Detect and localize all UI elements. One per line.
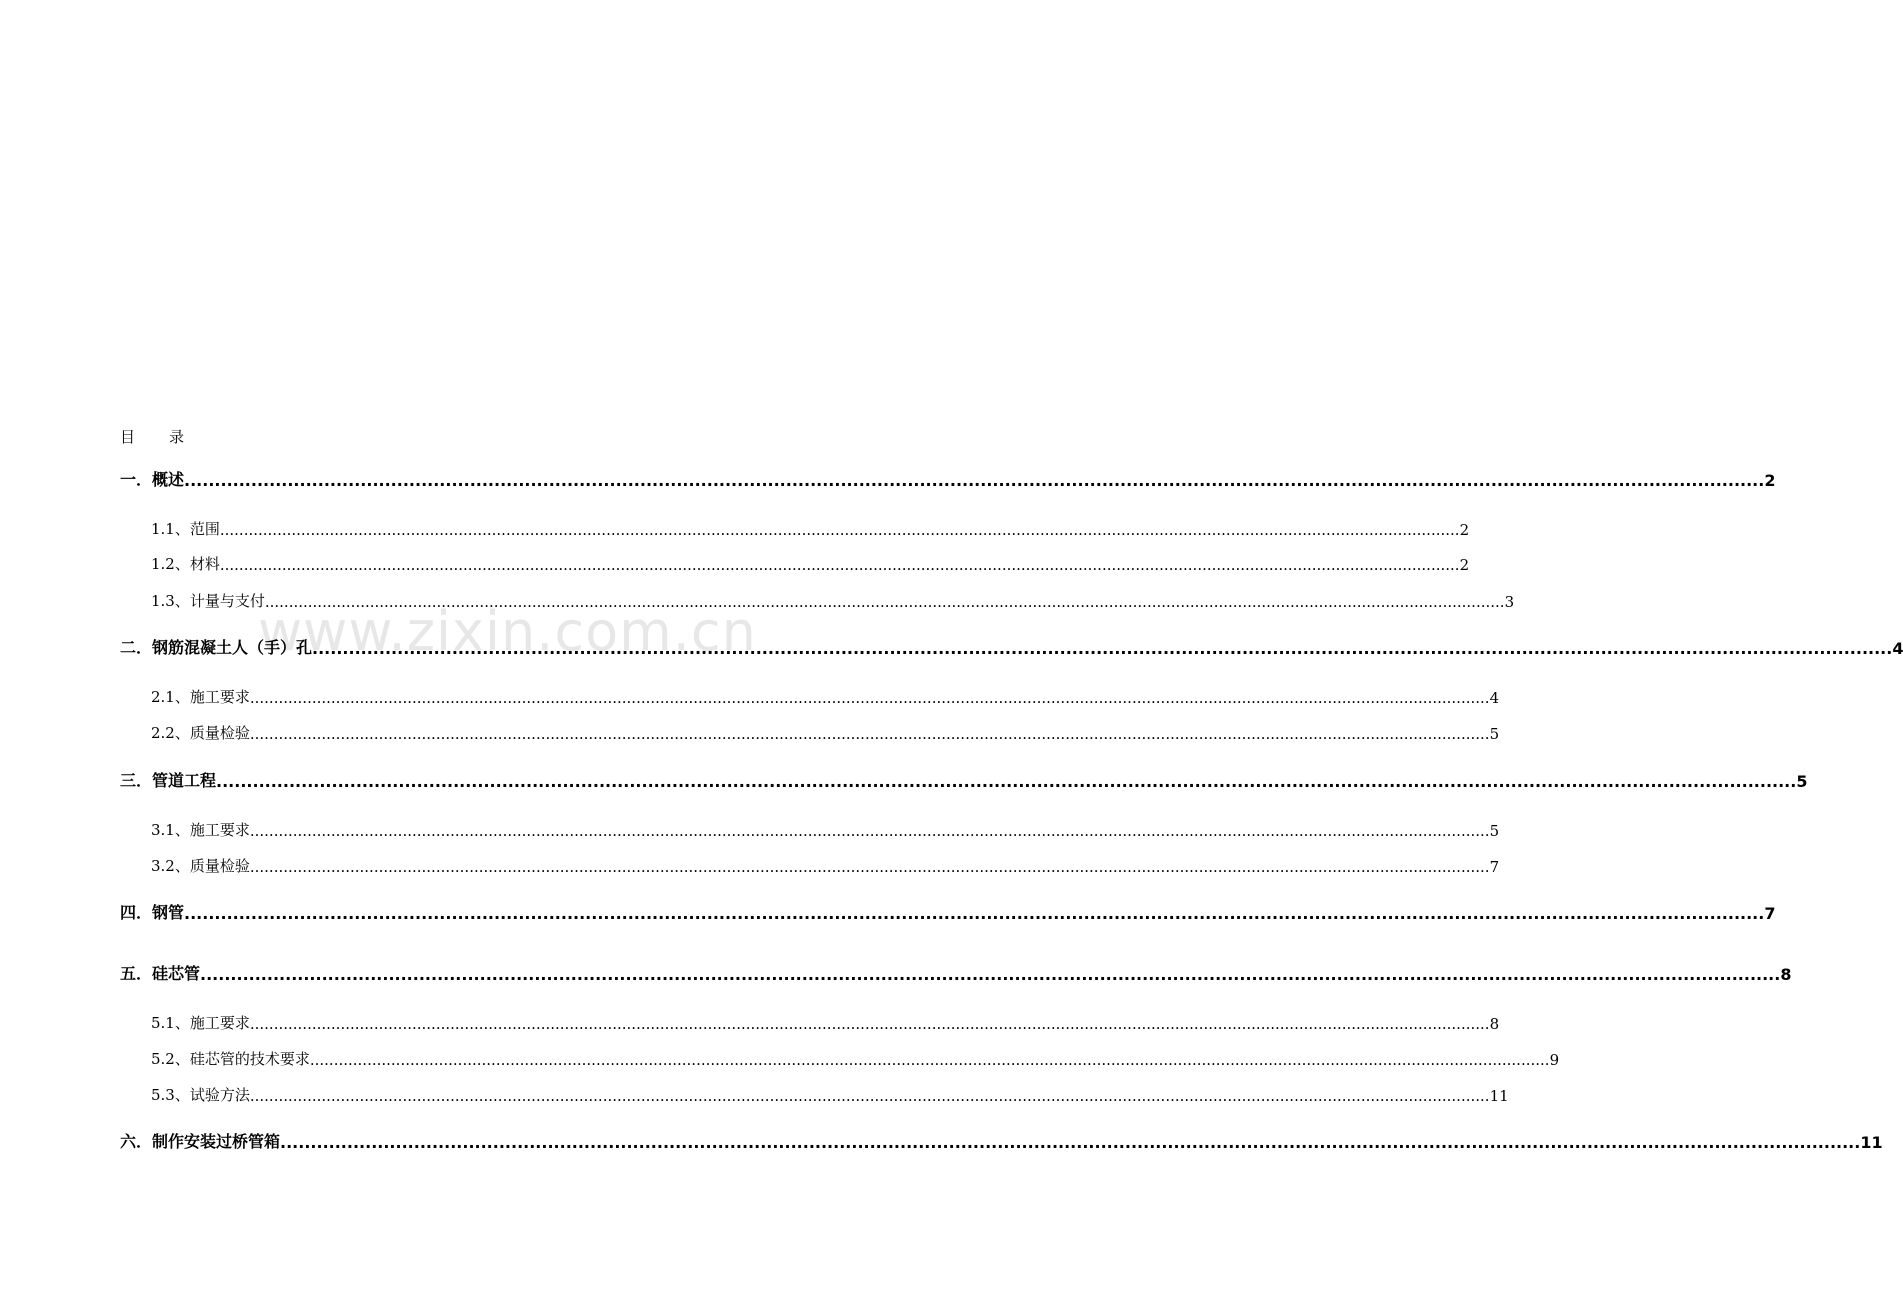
dot-leader: .................................................................................................................................................................................................................................................................... xyxy=(249,1015,1490,1033)
toc-entry-page: 5 xyxy=(1489,725,1500,743)
toc-entry-1-1[interactable] xyxy=(0,515,1470,539)
toc-heading-char-1: 目 xyxy=(120,428,136,446)
toc-entry-6[interactable] xyxy=(0,1128,1883,1152)
watermark: www.zixin.com.cn xyxy=(258,600,757,663)
toc-entry-1-2[interactable] xyxy=(0,550,1470,574)
dot-leader: .................................................................................................................................................................................................................................................................... xyxy=(219,556,1460,574)
toc-entry-1-3[interactable] xyxy=(0,587,1515,611)
dot-leader: .................................................................................................................................................................................................................................................................... xyxy=(219,521,1460,539)
toc-entry-5-1[interactable] xyxy=(0,1009,1500,1033)
toc-heading xyxy=(120,426,184,447)
toc-entry-label: 四．钢管 xyxy=(120,903,185,922)
dot-leader: .................................................................................................................................................................................................................................................................... xyxy=(249,858,1490,876)
dot-leader: .................................................................................................................................................................................................................................................................... xyxy=(312,639,1893,658)
toc-entry-5-3[interactable] xyxy=(0,1081,1509,1105)
toc-entry-page: 8 xyxy=(1489,1015,1500,1033)
toc-entry-page: 2 xyxy=(1459,521,1470,539)
toc-entry-page: 2 xyxy=(1764,471,1776,490)
toc-entry-label: 六．制作安装过桥管箱 xyxy=(120,1132,281,1151)
toc-entry-page: 7 xyxy=(1764,904,1776,923)
dot-leader: .................................................................................................................................................................................................................................................................... xyxy=(280,1133,1861,1152)
toc-entry-1[interactable] xyxy=(0,466,1776,490)
toc-entry-page: 2 xyxy=(1459,556,1470,574)
toc-entry-label: 五．硅芯管 xyxy=(120,964,201,983)
toc-entry-label: 1.1、范围 xyxy=(151,520,220,538)
dot-leader: .................................................................................................................................................................................................................................................................... xyxy=(249,725,1490,743)
dot-leader: .................................................................................................................................................................................................................................................................... xyxy=(264,593,1505,611)
dot-leader: .................................................................................................................................................................................................................................................................... xyxy=(184,471,1765,490)
toc-entry-page: 5 xyxy=(1489,822,1500,840)
dot-leader: .................................................................................................................................................................................................................................................................... xyxy=(200,965,1781,984)
dot-leader: .................................................................................................................................................................................................................................................................... xyxy=(216,772,1797,791)
toc-entry-2-2[interactable] xyxy=(0,719,1500,743)
toc-entry-page: 4 xyxy=(1489,689,1500,707)
toc-entry-page: 11 xyxy=(1860,1133,1883,1152)
toc-entry-label: 一．概述 xyxy=(120,470,185,489)
toc-entry-page: 4 xyxy=(1892,639,1903,658)
toc-entry-label: 2.2、质量检验 xyxy=(151,724,250,742)
toc-entry-page: 8 xyxy=(1780,965,1792,984)
toc-entry-page: 11 xyxy=(1489,1087,1509,1105)
toc-entry-3-1[interactable] xyxy=(0,816,1500,840)
toc-entry-label: 5.3、试验方法 xyxy=(151,1086,250,1104)
dot-leader: .................................................................................................................................................................................................................................................................... xyxy=(249,822,1490,840)
toc-entry-5[interactable] xyxy=(0,960,1792,984)
toc-entry-page: 9 xyxy=(1549,1051,1560,1069)
toc-entry-label: 三．管道工程 xyxy=(120,771,217,790)
toc-entry-label: 3.1、施工要求 xyxy=(151,821,250,839)
toc-entry-2-1[interactable] xyxy=(0,683,1500,707)
toc-entry-page: 5 xyxy=(1796,772,1808,791)
toc-entry-label: 1.3、计量与支付 xyxy=(151,592,265,610)
toc-entry-label: 二．钢筋混凝土人（手）孔 xyxy=(120,638,313,657)
toc-entry-label: 5.1、施工要求 xyxy=(151,1014,250,1032)
toc-entry-5-2[interactable] xyxy=(0,1045,1560,1069)
toc-entry-label: 5.2、硅芯管的技术要求 xyxy=(151,1050,310,1068)
dot-leader: .................................................................................................................................................................................................................................................................... xyxy=(184,904,1765,923)
toc-entry-page: 7 xyxy=(1489,858,1500,876)
toc-entry-label: 3.2、质量检验 xyxy=(151,857,250,875)
toc-entry-label: 1.2、材料 xyxy=(151,555,220,573)
toc-entry-label: 2.1、施工要求 xyxy=(151,688,250,706)
dot-leader: .................................................................................................................................................................................................................................................................... xyxy=(309,1051,1550,1069)
toc-entry-3-2[interactable] xyxy=(0,852,1500,876)
toc-entry-4[interactable] xyxy=(0,899,1776,923)
dot-leader: .................................................................................................................................................................................................................................................................... xyxy=(249,1087,1490,1105)
toc-entry-2[interactable] xyxy=(0,634,1903,658)
toc-heading-char-2: 录 xyxy=(169,428,185,446)
toc-entry-3[interactable] xyxy=(0,767,1808,791)
dot-leader: .................................................................................................................................................................................................................................................................... xyxy=(249,689,1490,707)
toc-entry-page: 3 xyxy=(1504,593,1515,611)
